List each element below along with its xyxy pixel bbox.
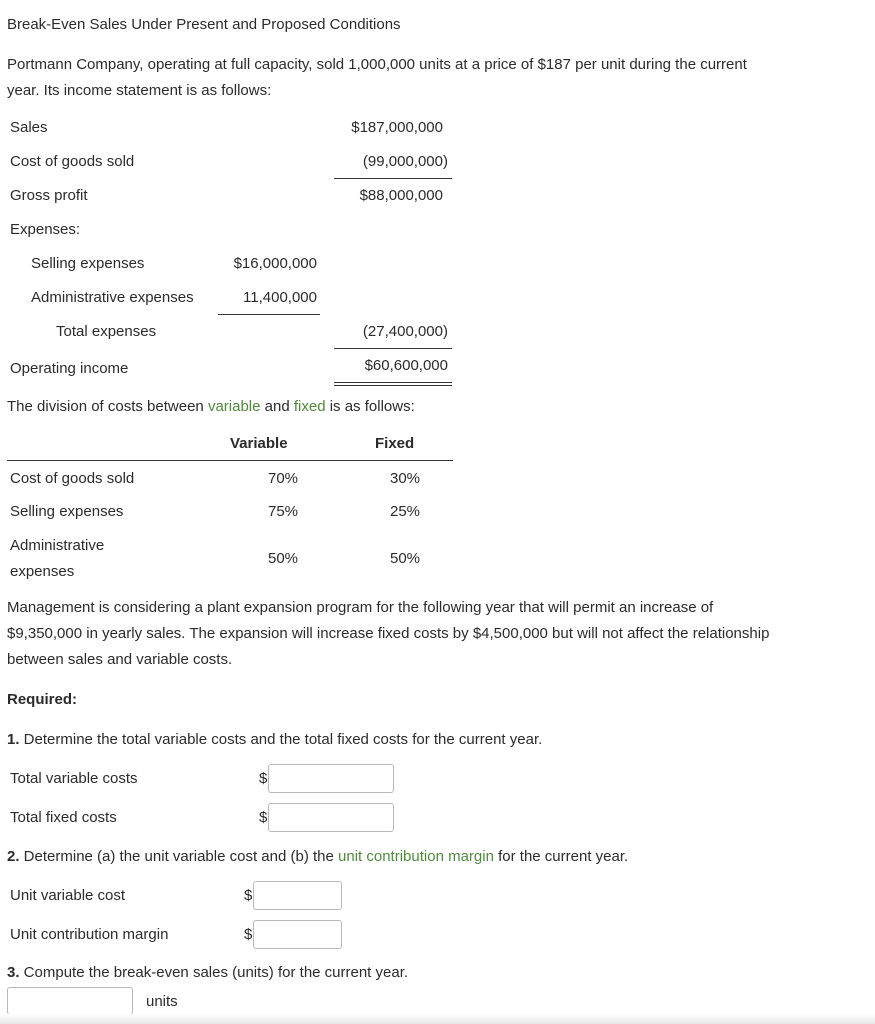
row-admin-label-1: Administrative: [10, 537, 105, 554]
sales-value: $187,000,000: [351, 119, 443, 136]
page-title: Break-Even Sales Under Present and Proposed Conditions: [7, 16, 401, 33]
unit-contribution-margin-input[interactable]: [253, 920, 342, 949]
management-line-2: $9,350,000 in yearly sales. The expansion will increase fixed costs by $4,500,000 but will not affect the relationship: [7, 625, 770, 642]
row-admin-label-2: expenses: [10, 563, 75, 580]
unit-variable-cost-input[interactable]: [253, 881, 342, 910]
question-1-number: 1.: [7, 731, 20, 748]
cogs-underline: [334, 178, 452, 179]
division-sentence: [7, 398, 415, 415]
intro-line-2: year. Its income statement is as follows:: [7, 82, 272, 99]
intro-line-1: Portmann Company, operating at full capacity, sold 1,000,000 units at a price of $187 per unit during the current: [7, 56, 747, 73]
question-1: [7, 731, 542, 748]
total-fixed-costs-input[interactable]: [268, 803, 394, 832]
col-header-variable: Variable: [230, 435, 288, 452]
unit-contribution-margin-currency: $: [244, 926, 253, 943]
total-variable-costs-label: Total variable costs: [10, 770, 138, 787]
table-header-rule: [7, 460, 453, 461]
cogs-value: (99,000,000): [362, 153, 448, 170]
expenses-label: Expenses:: [10, 221, 81, 238]
cogs-label: Cost of goods sold: [10, 153, 135, 170]
required-heading: Required:: [7, 691, 78, 708]
row-admin-variable: 50%: [268, 550, 299, 567]
question-3-text: Compute the break-even sales (units) for the current year.: [19, 964, 409, 981]
total-variable-costs-input[interactable]: [268, 764, 394, 793]
division-text-and: and: [260, 398, 294, 415]
total-expenses-value: (27,400,000): [362, 323, 448, 340]
total-variable-costs-currency: $: [259, 770, 268, 787]
operating-income-label: Operating income: [10, 360, 129, 377]
total-fixed-costs-currency: $: [259, 809, 268, 826]
total-fixed-costs-label: Total fixed costs: [10, 809, 117, 826]
operating-income-value: $60,600,000: [364, 357, 448, 374]
break-even-units-input[interactable]: [7, 987, 133, 1015]
row-cogs-fixed: 30%: [390, 470, 421, 487]
row-admin-fixed: 50%: [390, 550, 421, 567]
unit-contribution-margin-label: Unit contribution margin: [10, 926, 169, 943]
gross-profit-label: Gross profit: [10, 187, 88, 204]
management-line-3: between sales and variable costs.: [7, 651, 233, 668]
selling-expenses-label: Selling expenses: [31, 255, 145, 272]
operating-income-double-underline: [334, 382, 452, 386]
question-2-text-after: for the current year.: [493, 848, 629, 865]
total-expenses-underline: [334, 348, 452, 349]
question-3: [7, 964, 408, 981]
row-selling-label: Selling expenses: [10, 503, 124, 520]
unit-variable-cost-currency: $: [244, 887, 253, 904]
break-even-units-label: units: [146, 993, 178, 1010]
question-3-number: 3.: [7, 964, 20, 981]
management-line-1: Management is considering a plant expansion program for the following year that will permit an increase of: [7, 599, 714, 616]
question-2: [7, 848, 628, 865]
admin-underline: [218, 314, 320, 315]
row-selling-variable: 75%: [268, 503, 299, 520]
col-header-fixed: Fixed: [375, 435, 415, 452]
unit-variable-cost-label: Unit variable cost: [10, 887, 126, 904]
row-selling-fixed: 25%: [390, 503, 421, 520]
row-cogs-variable: 70%: [268, 470, 299, 487]
question-2-number: 2.: [7, 848, 20, 865]
admin-expenses-value: 11,400,000: [243, 289, 317, 306]
row-cogs-label: Cost of goods sold: [10, 470, 135, 487]
fixed-link[interactable]: fixed: [293, 398, 326, 415]
variable-link[interactable]: variable: [207, 398, 261, 415]
selling-expenses-value: $16,000,000: [233, 255, 317, 272]
question-1-text: Determine the total variable costs and the total fixed costs for the current year.: [19, 731, 543, 748]
question-2-text-before: Determine (a) the unit variable cost and (b) the: [19, 848, 339, 865]
division-text-before: The division of costs between: [7, 398, 208, 415]
sales-label: Sales: [10, 119, 48, 136]
total-expenses-label: Total expenses: [56, 323, 157, 340]
division-text-after: is as follows:: [325, 398, 415, 415]
bottom-edge-shadow: [0, 1014, 875, 1024]
admin-expenses-label: Administrative expenses: [31, 289, 194, 306]
gross-profit-value: $88,000,000: [359, 187, 443, 204]
unit-contribution-margin-link[interactable]: unit contribution margin: [338, 848, 494, 865]
